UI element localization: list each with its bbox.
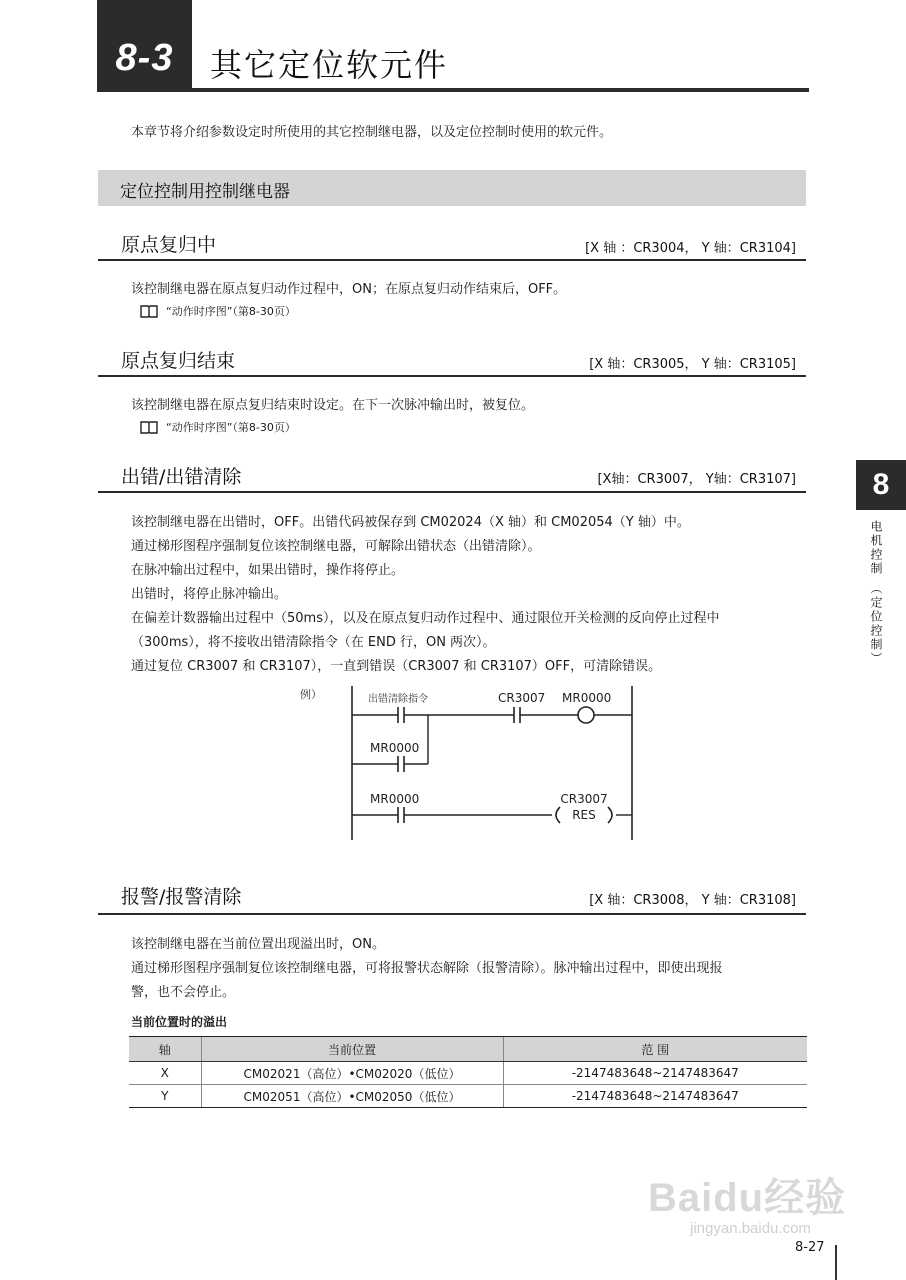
- header-rule: [97, 88, 809, 92]
- overflow-table: [129, 1036, 807, 1108]
- section-bar: [98, 170, 806, 206]
- reference-link[interactable]: [140, 419, 296, 435]
- page-title: 其它定位软元件: [210, 46, 449, 84]
- coil2-text: RES: [572, 808, 596, 822]
- table-row: [129, 1062, 807, 1085]
- coil-reset-cr3007: [556, 807, 560, 823]
- sub-title-alarm-clear: 报警/报警清除: [121, 886, 242, 908]
- body-paragraph: [131, 511, 719, 679]
- contact3-label: MR0000: [370, 741, 420, 755]
- example-label: 例）: [300, 688, 322, 701]
- cell-range: -2147483648~2147483647: [503, 1062, 807, 1085]
- sub-title-origin-return: 原点复归中: [121, 234, 217, 256]
- contact2-label: CR3007: [498, 691, 546, 705]
- intro-text: 本章节将介绍参数设定时所使用的其它控制继电器，以及定位控制时使用的软元件。: [131, 125, 613, 140]
- cell-position: CM02021（高位）•CM02020（低位）: [201, 1062, 503, 1085]
- sub-rule: [98, 491, 806, 493]
- table-row: [129, 1085, 807, 1108]
- table-caption: 当前位置时的溢出: [131, 1015, 228, 1029]
- watermark-brand: Baidu经验: [648, 1176, 847, 1220]
- body-line: 出错时，将停止脉冲输出。: [131, 587, 288, 602]
- header-range: 范 围: [503, 1037, 807, 1062]
- body-line: （300ms），将不接收出错清除指令（在 END 行，ON 两次）。: [131, 635, 496, 650]
- reference-link[interactable]: [140, 303, 296, 319]
- watermark-url: jingyan.baidu.com: [690, 1220, 811, 1237]
- contact4-label: MR0000: [370, 792, 420, 806]
- contact1-label: 出错清除指令: [368, 694, 428, 705]
- header-current-position: 当前位置: [201, 1037, 503, 1062]
- body-line: 通过梯形图程序强制复位该控制继电器，可将报警状态解除（报警清除）。脉冲输出过程中，即使出现报: [131, 961, 723, 976]
- reference-text: “动作时序图”（第8-30页）: [166, 421, 296, 434]
- cell-axis: Y: [129, 1085, 201, 1108]
- coil1-label: MR0000: [562, 691, 612, 705]
- axis-note-origin-return-end: [X 轴：CR3005， Y 轴：CR3105]: [589, 357, 796, 372]
- body-line: 该控制继电器在原点复归结束时设定。在下一次脉冲输出时，被复位。: [131, 398, 535, 413]
- body-line: 在偏差计数器输出过程中（50ms），以及在原点复归动作过程中、通过限位开关检测的反向停止过程中: [131, 611, 720, 626]
- sub-rule: [98, 259, 806, 261]
- axis-note-alarm-clear: [X 轴：CR3008， Y 轴：CR3108]: [589, 893, 796, 908]
- body-line: 在脉冲输出过程中，如果出错时，操作将停止。: [131, 563, 405, 578]
- axis-note-error-clear: [X轴：CR3007， Y轴：CR3107]: [597, 472, 796, 487]
- page-number: 8-27: [795, 1240, 825, 1255]
- section-title: 定位控制用控制继电器: [120, 182, 290, 202]
- table-header-row: [129, 1037, 807, 1062]
- chapter-number-box: [97, 0, 192, 92]
- cell-range: -2147483648~2147483647: [503, 1085, 807, 1108]
- body-line: 通过复位 CR3007 和 CR3107），一直到错误（CR3007 和 CR3107）OFF，可清除错误。: [131, 659, 662, 674]
- body-line: 该控制继电器在当前位置出现溢出时，ON。: [131, 937, 385, 952]
- body-line: 通过梯形图程序强制复位该控制继电器，可解除出错状态（出错清除）。: [131, 539, 541, 554]
- reference-text: “动作时序图”（第8-30页）: [166, 305, 296, 318]
- book-icon: [140, 420, 158, 434]
- side-tab-label: 电机控制 （定位控制）: [869, 520, 883, 666]
- chapter-number: 8-3: [115, 37, 174, 79]
- chapter-side-tab: [856, 460, 906, 510]
- ladder-diagram: [290, 686, 650, 846]
- sub-rule: [98, 913, 806, 915]
- page-number-rule: [835, 1245, 837, 1280]
- sub-title-origin-return-end: 原点复归结束: [121, 350, 236, 372]
- sub-title-error-clear: 出错/出错清除: [121, 466, 242, 488]
- sub-rule: [98, 375, 806, 377]
- header-axis: 轴: [129, 1037, 201, 1062]
- coil-mr0000: [578, 707, 594, 723]
- body-line: 该控制继电器在原点复归动作过程中，ON；在原点复归动作结束后，OFF。: [131, 282, 567, 297]
- axis-note-origin-return: [X 轴 ：CR3004， Y 轴：CR3104]: [585, 241, 796, 256]
- body-line: 该控制继电器在出错时，OFF。出错代码被保存到 CM02024（X 轴）和 CM02054（Y 轴）中。: [131, 515, 690, 530]
- side-tab-number: 8: [872, 468, 890, 501]
- coil2-label: CR3007: [560, 792, 608, 806]
- book-icon: [140, 304, 158, 318]
- body-line: 警，也不会停止。: [131, 985, 236, 1000]
- cell-axis: X: [129, 1062, 201, 1085]
- body-paragraph: [131, 933, 723, 1005]
- cell-position: CM02051（高位）•CM02050（低位）: [201, 1085, 503, 1108]
